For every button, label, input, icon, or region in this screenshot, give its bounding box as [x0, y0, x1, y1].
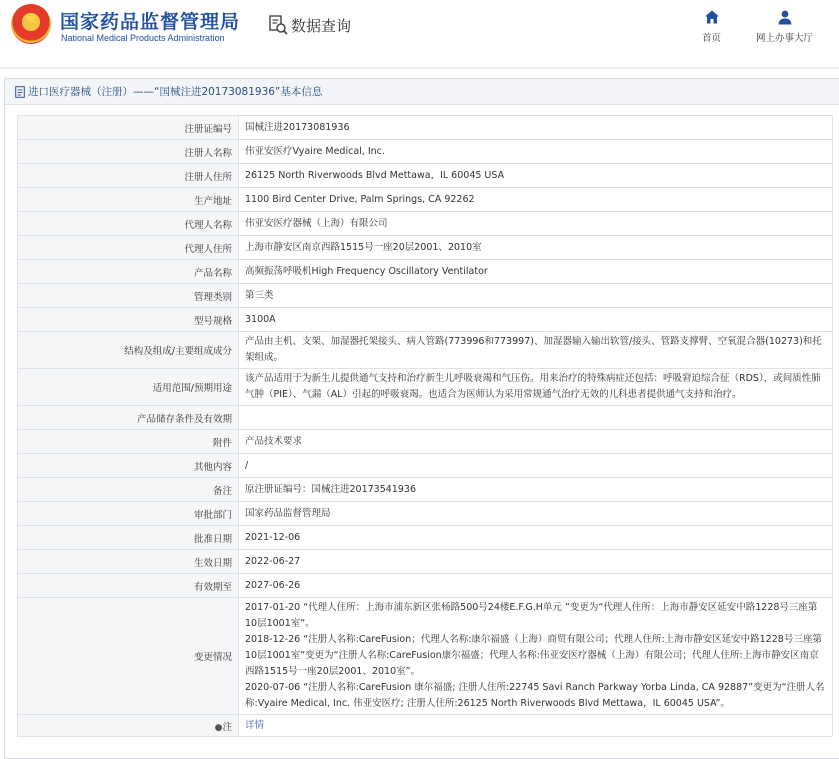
table-row [18, 308, 833, 332]
row-label: 产品储存条件及有效期 [18, 406, 239, 430]
table-row [18, 284, 833, 308]
row-value: 第三类 [239, 284, 833, 308]
row-value: 3100A [239, 308, 833, 332]
document-search-icon [268, 14, 288, 36]
data-query-label: 数据查询 [291, 16, 352, 35]
row-value: 2027-06-26 [239, 574, 833, 598]
home-icon [704, 9, 720, 25]
row-label: 适用范围/预期用途 [18, 369, 239, 406]
row-value: 原注册证编号：国械注进20173541936 [239, 478, 833, 502]
row-value: 产品技术要求 [239, 430, 833, 454]
site-name-en: National Medical Products Administration [61, 33, 225, 43]
info-panel [4, 78, 839, 759]
row-label: 型号规格 [18, 308, 239, 332]
nav-online-office[interactable] [756, 9, 813, 44]
note-icon: ● [214, 722, 223, 733]
row-label: 审批部门 [18, 502, 239, 526]
national-emblem-logo: ★ [11, 4, 51, 44]
row-label: 生产地址 [18, 188, 239, 212]
table-row [18, 406, 833, 430]
site-name: 国家药品监督管理局 [60, 11, 241, 33]
change-entry: 2018-12-26 “注册人名称:CareFusion；代理人名称:康尔福盛（上海）商贸有限公司；代理人住所:上海市静安区延安中路1228号三座第10层1001室”变更为“注册人名称:CareFusion康尔福盛；代理人名称:伟亚安医疗器械（上海）有限公司；代理人住所:上海市静安区南京西路1515号一座20层2001、2010室”。 [245, 634, 822, 677]
row-label: 附件 [18, 430, 239, 454]
table-row-changes [18, 598, 833, 715]
panel-title [5, 79, 839, 105]
table-row [18, 260, 833, 284]
table-row [18, 574, 833, 598]
nav-home[interactable] [702, 9, 721, 44]
change-entry: 2017-01-20 “代理人住所：上海市浦东新区张杨路500号24楼E.F.G.H单元 ”变更为“代理人住所：上海市静安区延安中路1228号三座第10层1001室”。 [245, 602, 818, 629]
row-value [239, 406, 833, 430]
user-icon [777, 9, 793, 25]
nav-home-label: 首页 [702, 33, 722, 44]
row-label: 注册人名称 [18, 140, 239, 164]
table-row [18, 478, 833, 502]
row-label: 代理人住所 [18, 236, 239, 260]
row-value: 上海市静安区南京西路1515号一座20层2001、2010室 [239, 236, 833, 260]
note-label: 注 [222, 721, 232, 733]
row-label: 备注 [18, 478, 239, 502]
row-label: 管理类别 [18, 284, 239, 308]
document-icon [15, 86, 25, 98]
info-table [17, 115, 833, 737]
table-row [18, 188, 833, 212]
row-label: 批准日期 [18, 526, 239, 550]
row-label: 有效期至 [18, 574, 239, 598]
row-value: 1100 Bird Center Drive, Palm Springs, CA 92262 [239, 188, 833, 212]
row-value: 国家药品监督管理局 [239, 502, 833, 526]
table-row [18, 430, 833, 454]
row-label: 代理人名称 [18, 212, 239, 236]
row-value: 26125 North Riverwoods Blvd Mettawa，IL 60045 USA [239, 164, 833, 188]
nav-online-office-label: 网上办事大厅 [756, 33, 814, 44]
site-header [0, 0, 839, 63]
table-row [18, 454, 833, 478]
table-row [18, 550, 833, 574]
change-entry: 2020-07-06 “注册人名称:CareFusion 康尔福盛; 注册人住所:22745 Savi Ranch Parkway Yorba Linda, CA 92887”变更为“注册人名称:Vyaire Medical, Inc. 伟亚安医疗; 注册人住所:26125 North Riverwoods Blvd Mettawa，IL 60045 USA”。 [245, 682, 825, 709]
row-value: 该产品适用于为新生儿提供通气支持和治疗新生儿呼吸衰竭和气压伤。用来治疗的特殊病症还包括：呼吸窘迫综合征（RDS），或间质性肺气肿（PIE）、气漏（AL）引起的呼吸衰竭。也适合为医师认为采用常规通气治疗无效的儿科患者提供通气支持和治疗。 [239, 369, 833, 406]
table-row [18, 236, 833, 260]
table-row [18, 212, 833, 236]
row-value: 国械注进20173081936 [239, 116, 833, 140]
table-row [18, 116, 833, 140]
row-label: 生效日期 [18, 550, 239, 574]
panel-title-text: 进口医疗器械（注册）——“国械注进20173081936”基本信息 [28, 86, 323, 98]
table-row [18, 140, 833, 164]
row-label: 产品名称 [18, 260, 239, 284]
row-label: 结构及组成/主要组成成分 [18, 332, 239, 369]
table-row [18, 502, 833, 526]
header-divider [0, 67, 839, 69]
row-label: 注册人住所 [18, 164, 239, 188]
row-value: 高频振荡呼吸机High Frequency Oscillatory Ventilator [239, 260, 833, 284]
table-row [18, 332, 833, 369]
row-label: 注册证编号 [18, 116, 239, 140]
data-query-title [268, 13, 351, 37]
row-value: 伟亚安医疗器械（上海）有限公司 [239, 212, 833, 236]
table-row [18, 369, 833, 406]
row-value: 2022-06-27 [239, 550, 833, 574]
note-value [239, 715, 833, 737]
row-label: 其他内容 [18, 454, 239, 478]
note-label-cell [18, 715, 239, 737]
row-value: 产品由主机、支架、加湿器托架接头、病人管路(773996和773997)、加湿器输入输出软管/接头、管路支撑臂、空氧混合器(10273)和托架组成。 [239, 332, 833, 369]
row-value: 伟亚安医疗Vyaire Medical, Inc. [239, 140, 833, 164]
row-value: 2021-12-06 [239, 526, 833, 550]
row-label: 变更情况 [18, 598, 239, 715]
table-row [18, 526, 833, 550]
details-link[interactable]: 详情 [245, 719, 265, 731]
change-history [239, 598, 833, 715]
row-value: / [239, 454, 833, 478]
table-row [18, 164, 833, 188]
table-row-note [18, 715, 833, 737]
